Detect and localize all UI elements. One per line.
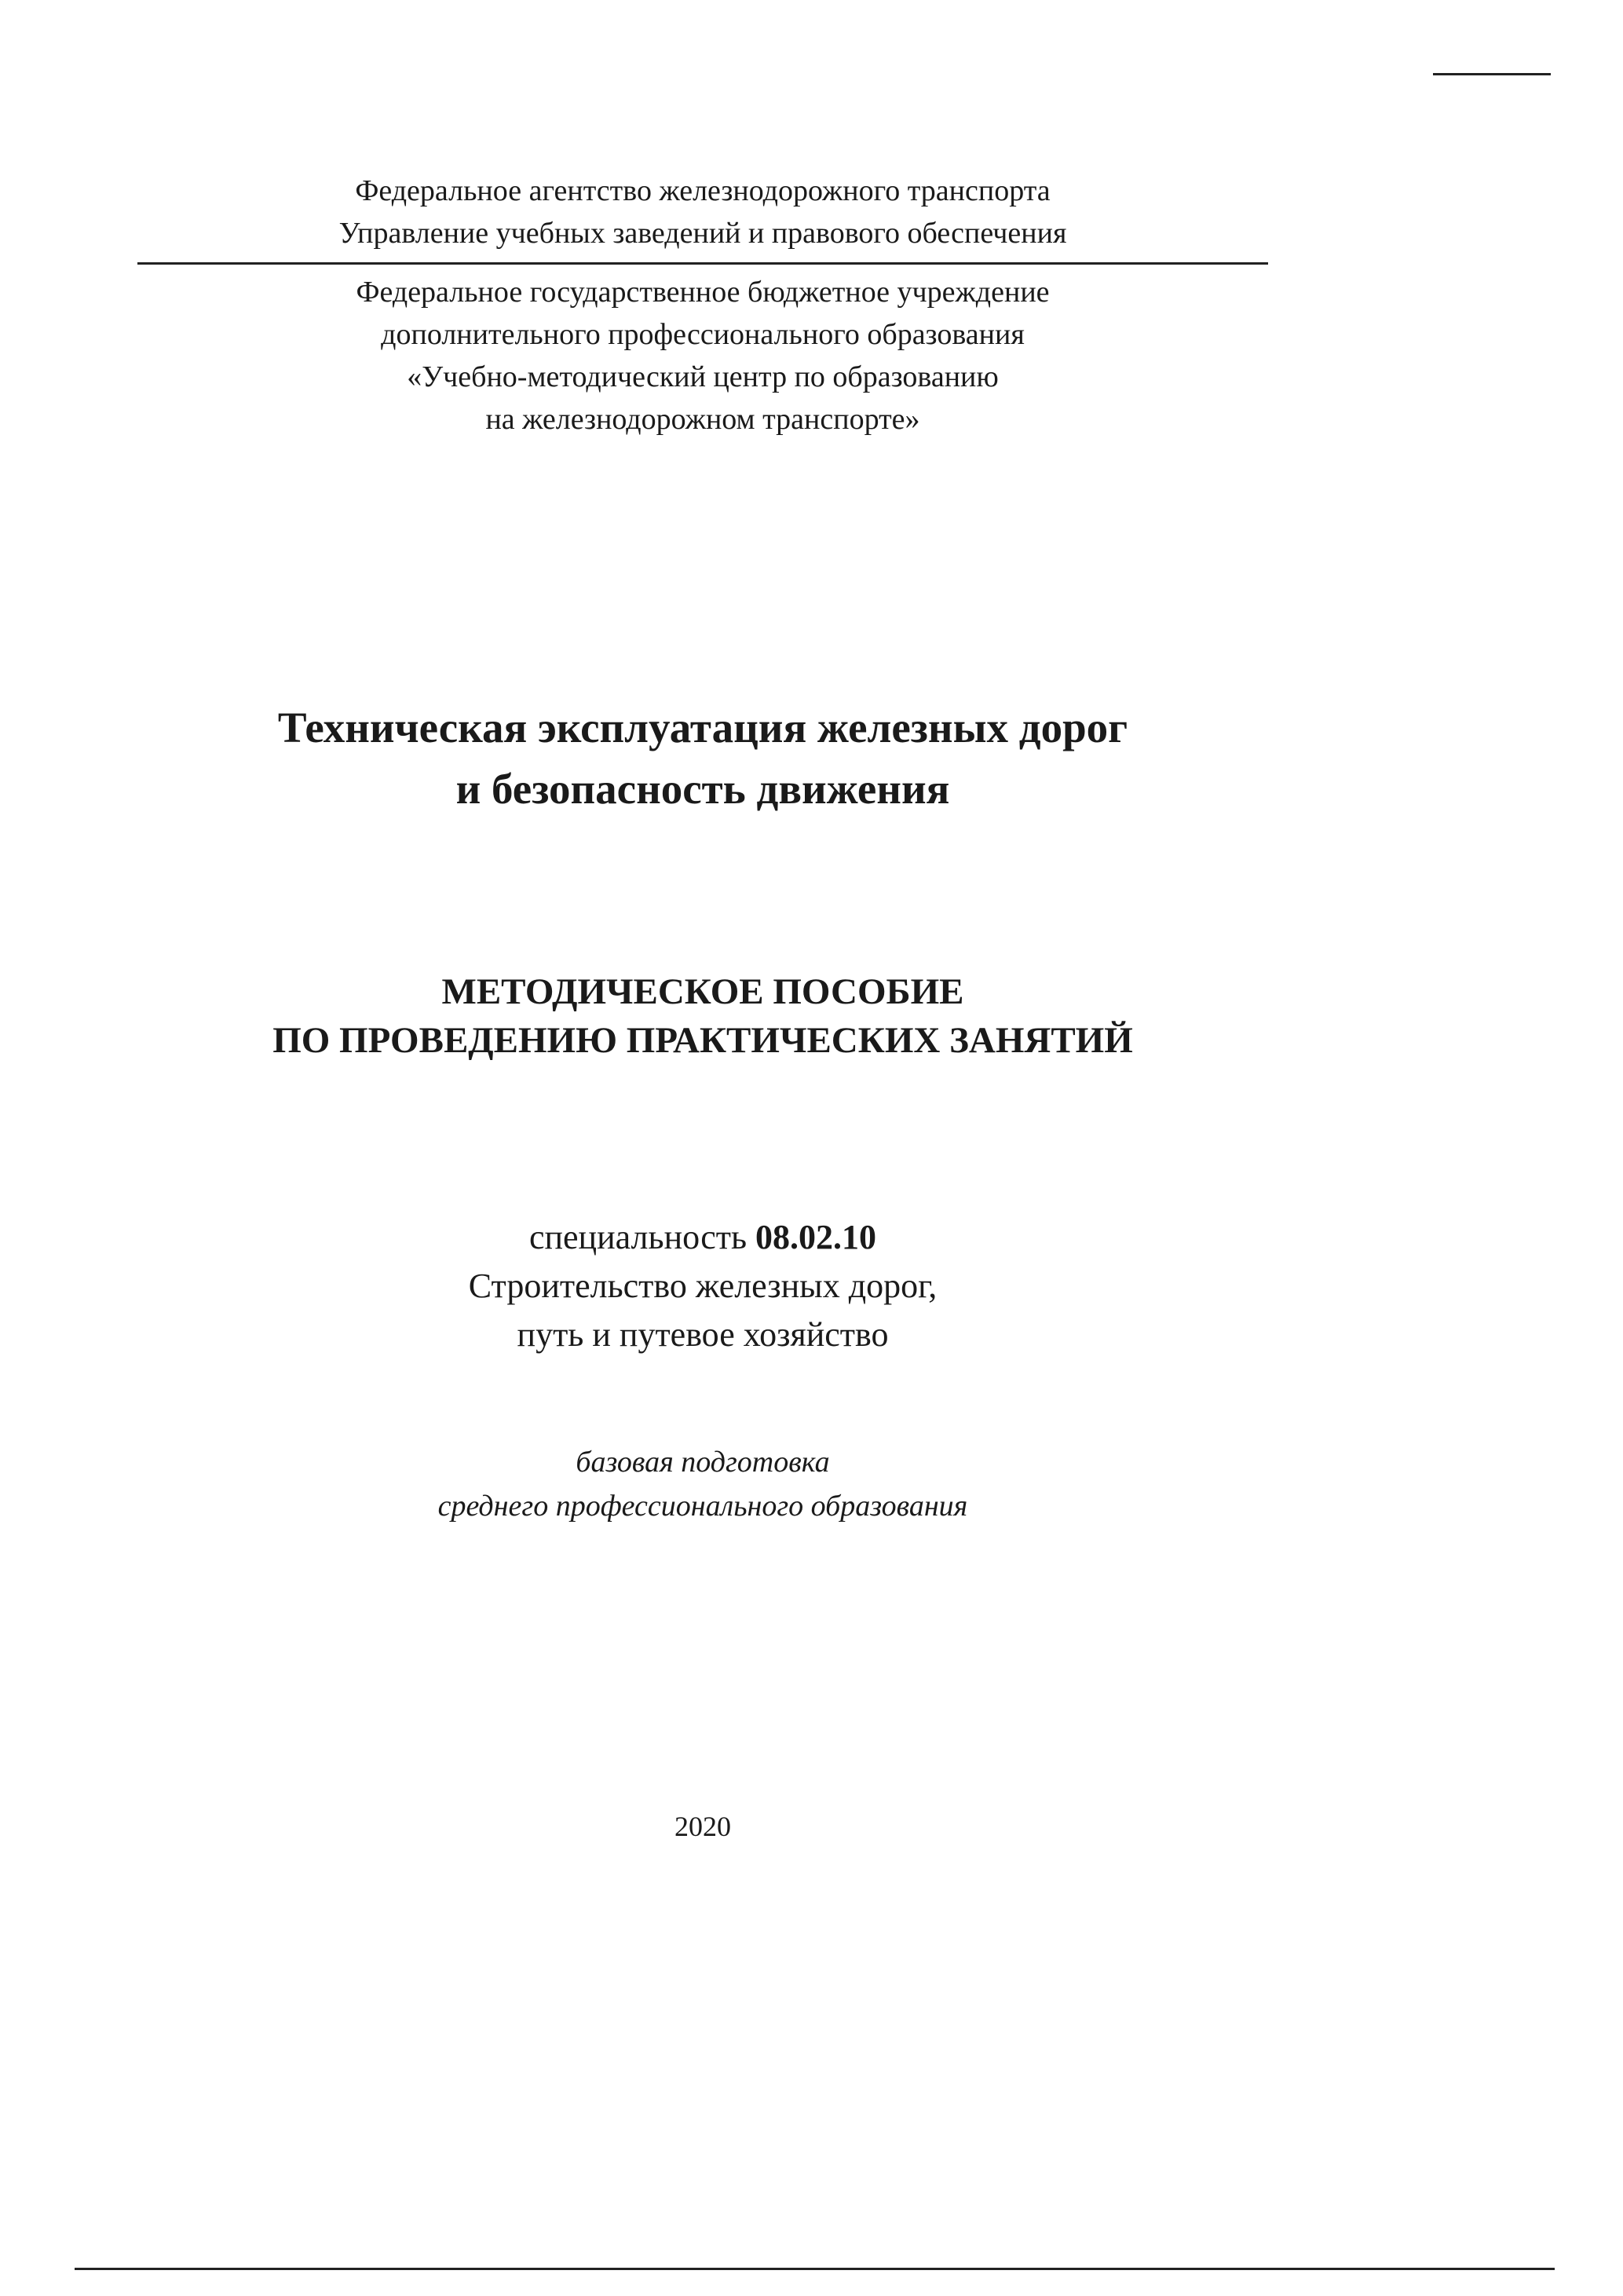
- year-text: 2020: [674, 1811, 731, 1842]
- title-line-1: Техническая эксплуатация железных дорог: [277, 704, 1128, 751]
- title-line-2: и безопасность движения: [455, 765, 950, 813]
- institution-line-2: дополнительного профессионального образования: [381, 318, 1025, 351]
- top-right-rule: [1433, 73, 1551, 75]
- subtitle-line-2: ПО ПРОВЕДЕНИЮ ПРАКТИЧЕСКИХ ЗАНЯТИЙ: [272, 1020, 1133, 1061]
- document-subtitle: [137, 967, 1268, 1065]
- bottom-rule: [75, 2268, 1555, 2270]
- specialty-code-line: [137, 1213, 1268, 1262]
- document-title: [137, 697, 1268, 820]
- education-level: [137, 1440, 1268, 1528]
- publication-year: [137, 1808, 1268, 1845]
- institution-header: [137, 271, 1268, 441]
- level-line-2: среднего профессионального образования: [437, 1490, 968, 1523]
- specialty-name-line-2: путь и путевое хозяйство: [517, 1315, 889, 1354]
- header-divider: [137, 262, 1268, 265]
- agency-name: Федеральное агентство железнодорожного транспорта: [355, 174, 1051, 207]
- institution-line-1: Федеральное государственное бюджетное учреждение: [356, 276, 1050, 309]
- specialty-code: 08.02.10: [755, 1218, 877, 1256]
- agency-department: Управление учебных заведений и правового обеспечения: [338, 217, 1067, 250]
- level-line-1: базовая подготовка: [576, 1446, 830, 1479]
- subtitle-line-1: МЕТОДИЧЕСКОЕ ПОСОБИЕ: [441, 971, 964, 1012]
- specialty-prefix: специальность: [528, 1218, 756, 1256]
- institution-line-4: на железнодорожном транспорте»: [485, 403, 920, 436]
- specialty-block: [137, 1213, 1268, 1359]
- specialty-name-line-1: Строительство железных дорог,: [468, 1267, 938, 1305]
- institution-line-3: «Учебно-методический центр по образованию: [407, 360, 999, 393]
- agency-header: [137, 170, 1268, 254]
